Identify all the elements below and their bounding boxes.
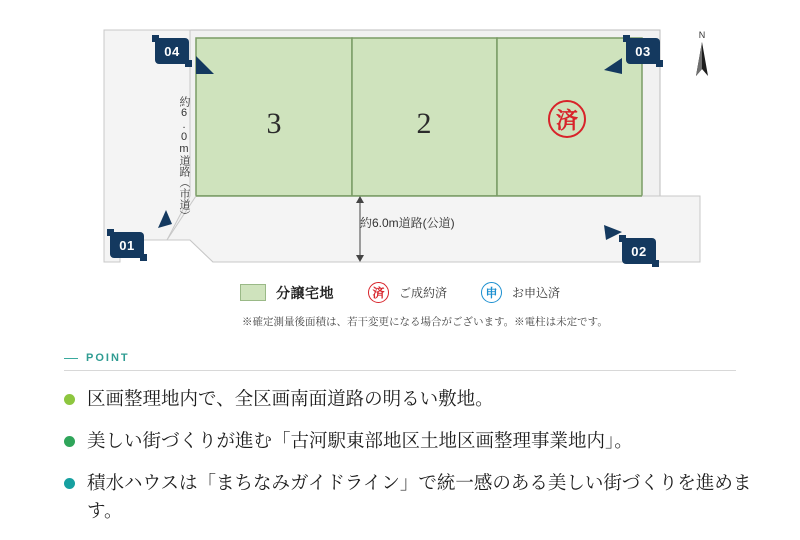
marker-badge-02[interactable]: 02 bbox=[622, 238, 656, 264]
road-label-public: 約6.0m道路(公道) bbox=[360, 216, 455, 230]
point-text-1: 区画整理地内で、全区画南面道路の明るい敷地。 bbox=[87, 389, 494, 410]
legend-applied-icon: 申 bbox=[481, 282, 502, 303]
legend-note: ※確定測量後面積は、若干変更になる場合がございます。※電柱は未定です。 bbox=[242, 316, 608, 328]
marker-badge-01[interactable]: 01 bbox=[110, 232, 144, 258]
bullet-dot-icon bbox=[64, 478, 75, 489]
point-text-2: 美しい街づくりが進む「古河駅東部地区土地区画整理事業地内」。 bbox=[87, 431, 633, 452]
bullet-dot-icon bbox=[64, 394, 75, 405]
point-text-3: 積水ハウスは「まちなみガイドライン」で統一感のある美しい街づくりを進めます。 bbox=[87, 473, 752, 522]
legend-applied-label: お申込済 bbox=[512, 286, 561, 300]
list-item bbox=[64, 428, 754, 456]
road-label-city: 約6.0m道路（市道） bbox=[178, 96, 190, 221]
legend-lot-label: 分譲宅地 bbox=[276, 284, 334, 301]
compass-needle-icon bbox=[684, 40, 720, 80]
point-list bbox=[64, 386, 754, 540]
compass bbox=[684, 30, 720, 80]
compass-north-label: N bbox=[698, 30, 706, 40]
point-divider bbox=[64, 370, 736, 371]
point-heading-rule bbox=[64, 358, 78, 359]
sold-stamp: 済 bbox=[548, 100, 586, 138]
legend-lot-swatch bbox=[240, 284, 266, 301]
legend-sold-label: ご成約済 bbox=[399, 286, 448, 300]
point-heading bbox=[64, 352, 130, 364]
marker-badge-03[interactable]: 03 bbox=[626, 38, 660, 64]
marker-badge-04[interactable]: 04 bbox=[155, 38, 189, 64]
bullet-dot-icon bbox=[64, 436, 75, 447]
legend-sold-icon: 済 bbox=[368, 282, 389, 303]
lot-number-3: 3 bbox=[266, 107, 282, 140]
list-item bbox=[64, 470, 754, 526]
list-item bbox=[64, 386, 754, 414]
legend bbox=[240, 282, 560, 303]
lot-number-2: 2 bbox=[416, 107, 432, 140]
point-heading-text: POINT bbox=[86, 352, 130, 364]
